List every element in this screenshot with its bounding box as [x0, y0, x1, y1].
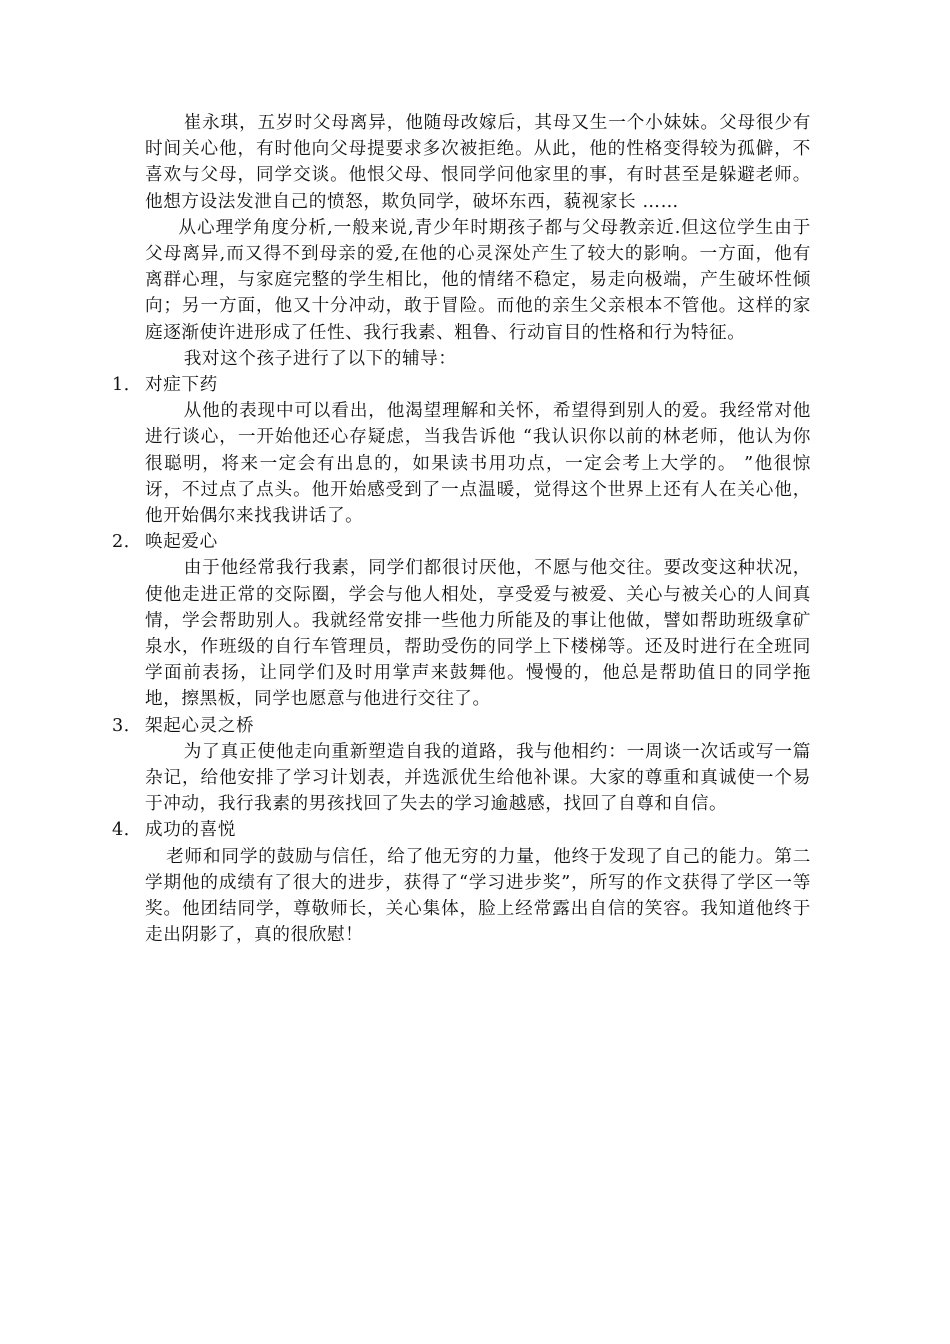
section-heading: [112, 372, 811, 398]
section-title: 架起心灵之桥: [145, 715, 255, 736]
section-title: 对症下药: [145, 375, 218, 396]
section-body: 从他的表现中可以看出，他渴望理解和关怀，希望得到别人的爱。我经常对他进行谈心，一开始他还心存疑虑，当我告诉他 “我认识你以前的林老师，他认为你很聪明，将来一定会有出息的，如果读书用功点，一定会考上大学的。 ”他很惊讶，不过点了点头。他开始感受到了一点温暖，觉得这个世界上还有人在关心他，他开始偶尔来找我讲话了。: [145, 401, 811, 527]
section-number: 3．: [112, 715, 142, 736]
intro-paragraph: 崔永琪，五岁时父母离异，他随母改嫁后，其母又生一个小妹妹。父母很少有时间关心他，有时他向父母提要求多次被拒绝。从此，他的性格变得较为孤僻，不喜欢与父母，同学交谈。他恨父母、恨同学问他家里的事，有时甚至是躲避老师。他想方设法发泄自己的愤怒，欺负同学，破坏东西，藐视家长 ……: [145, 113, 811, 212]
section-heading: [112, 817, 811, 843]
analysis-paragraph: 从心理学角度分析,一般来说,青少年时期孩子都与父母教亲近.但这位学生由于父母离异,而又得不到母亲的爱,在他的心灵深处产生了较大的影响。一方面，他有离群心理，与家庭完整的学生相比，他的情绪不稳定，易走向极端，产生破坏性倾向；另一方面，他又十分冲动，敢于冒险。而他的亲生父亲根本不管他。这样的家庭逐渐使许进形成了任性、我行我素、粗鲁、行动盲目的性格和行为特征。: [145, 217, 811, 343]
section-number: 4．: [112, 820, 142, 841]
section-3: [112, 713, 811, 818]
document-body: [112, 110, 811, 949]
section-body: 为了真正使他走向重新塑造自我的道路，我与他相约：一周谈一次话或写一篇杂记，给他安排了学习计划表，并选派优生给他补课。大家的尊重和真诚使一个易于冲动，我行我素的男孩找回了失去的学习逾越感，找回了自尊和自信。: [145, 741, 811, 815]
section-2: [112, 529, 811, 712]
section-body: 老师和同学的鼓励与信任，给了他无穷的力量，他终于发现了自己的能力。第二学期他的成绩有了很大的进步，获得了“学习进步奖”，所写的作文获得了学区一等奖。他团结同学，尊敬师长，关心集体，脸上经常露出自信的笑容。我知道他终于走出阴影了，真的很欣慰！: [145, 846, 811, 946]
section-1: [112, 372, 811, 529]
section-heading: [112, 713, 811, 739]
section-title: 成功的喜悦: [145, 820, 236, 841]
section-number: 1．: [112, 375, 142, 396]
guidance-intro-paragraph: 我对这个孩子进行了以下的辅导：: [183, 348, 457, 369]
section-number: 2．: [112, 532, 142, 553]
section-title: 唤起爱心: [145, 532, 218, 553]
section-4: [112, 817, 811, 948]
section-heading: [112, 529, 811, 555]
section-body: 由于他经常我行我素，同学们都很讨厌他，不愿与他交往。要改变这种状况，使他走进正常的交际圈，学会与他人相处，享受爱与被爱、关心与被关心的人间真情，学会帮助别人。我就经常安排一些他力所能及的事让他做，譬如帮助班级拿矿泉水，作班级的自行车管理员，帮助受伤的同学上下楼梯等。还及时进行在全班同学面前表扬，让同学们及时用掌声来鼓舞他。慢慢的，他总是帮助值日的同学拖地，擦黑板，同学也愿意与他进行交往了。: [145, 558, 811, 710]
